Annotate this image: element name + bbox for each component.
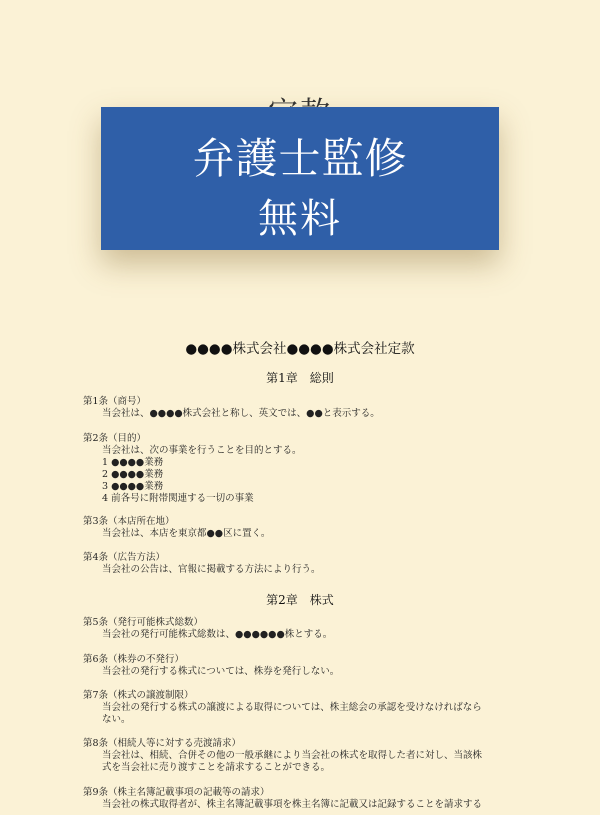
article-9 (83, 787, 503, 811)
article-line: 当会社は、●●●●株式会社と称し、英文では、●●と表示する。 (102, 408, 380, 419)
article-heading: 第5条（発行可能株式総数） (83, 617, 204, 628)
article-line: ない。 (102, 714, 131, 725)
article-line: 1 ●●●●業務 (102, 457, 164, 468)
article-heading: 第7条（株式の譲渡制限） (83, 690, 194, 701)
article-heading: 第2条（目的） (83, 433, 147, 444)
banner-line-1: 弁護士監修 (192, 134, 408, 183)
article-heading: 第9条（株主名簿記載事項の記載等の請求） (83, 787, 270, 798)
article-line: 当会社は、次の事業を行うことを目的とする。 (102, 445, 302, 456)
article-2 (83, 433, 503, 505)
article-line: 3 ●●●●業務 (102, 481, 164, 492)
article-heading: 第1条（商号） (83, 396, 147, 407)
article-heading: 第8条（相続人等に対する売渡請求） (83, 738, 242, 749)
article-line: 当会社の株式取得者が、株主名簿記載事項を株主名簿に記載又は記録することを請求する (102, 799, 483, 810)
article-4 (83, 552, 503, 576)
promo-banner[interactable] (101, 107, 499, 250)
article-6 (83, 654, 503, 678)
article-line: 当会社の公告は、官報に掲載する方法により行う。 (102, 564, 321, 575)
article-7 (83, 690, 503, 726)
article-1 (83, 396, 503, 420)
chapter-heading: 第1章 総則 (266, 371, 334, 385)
article-heading: 第6条（株券の不発行） (83, 654, 185, 665)
article-line: 当会社の発行する株式の譲渡による取得については、株主総会の承認を受けなければなら (102, 702, 482, 713)
article-line: 式を当会社に売り渡すことを請求することができる。 (102, 762, 331, 773)
article-3 (83, 516, 503, 540)
article-heading: 第3条（本店所在地） (83, 516, 175, 527)
article-line: 当会社は、本店を東京都●●区に置く。 (102, 528, 271, 539)
article-5 (83, 617, 503, 641)
article-line: 当会社の発行する株式については、株券を発行しない。 (102, 666, 340, 677)
article-line: 当会社の発行可能株式総数は、●●●●●●株とする。 (102, 629, 333, 640)
banner-line-2: 無料 (258, 196, 342, 242)
article-line: 2 ●●●●業務 (102, 469, 164, 480)
article-line: 4 前各号に附帯関連する一切の事業 (102, 493, 254, 504)
article-heading: 第4条（広告方法） (83, 552, 166, 563)
article-line: 当会社は、相続、合併その他の一般承継により当会社の株式を取得した者に対し、当該株 (102, 750, 483, 761)
document-title: ●●●●株式会社●●●●株式会社定款 (185, 341, 415, 357)
article-8 (83, 738, 503, 774)
chapter-heading: 第2章 株式 (266, 593, 334, 607)
